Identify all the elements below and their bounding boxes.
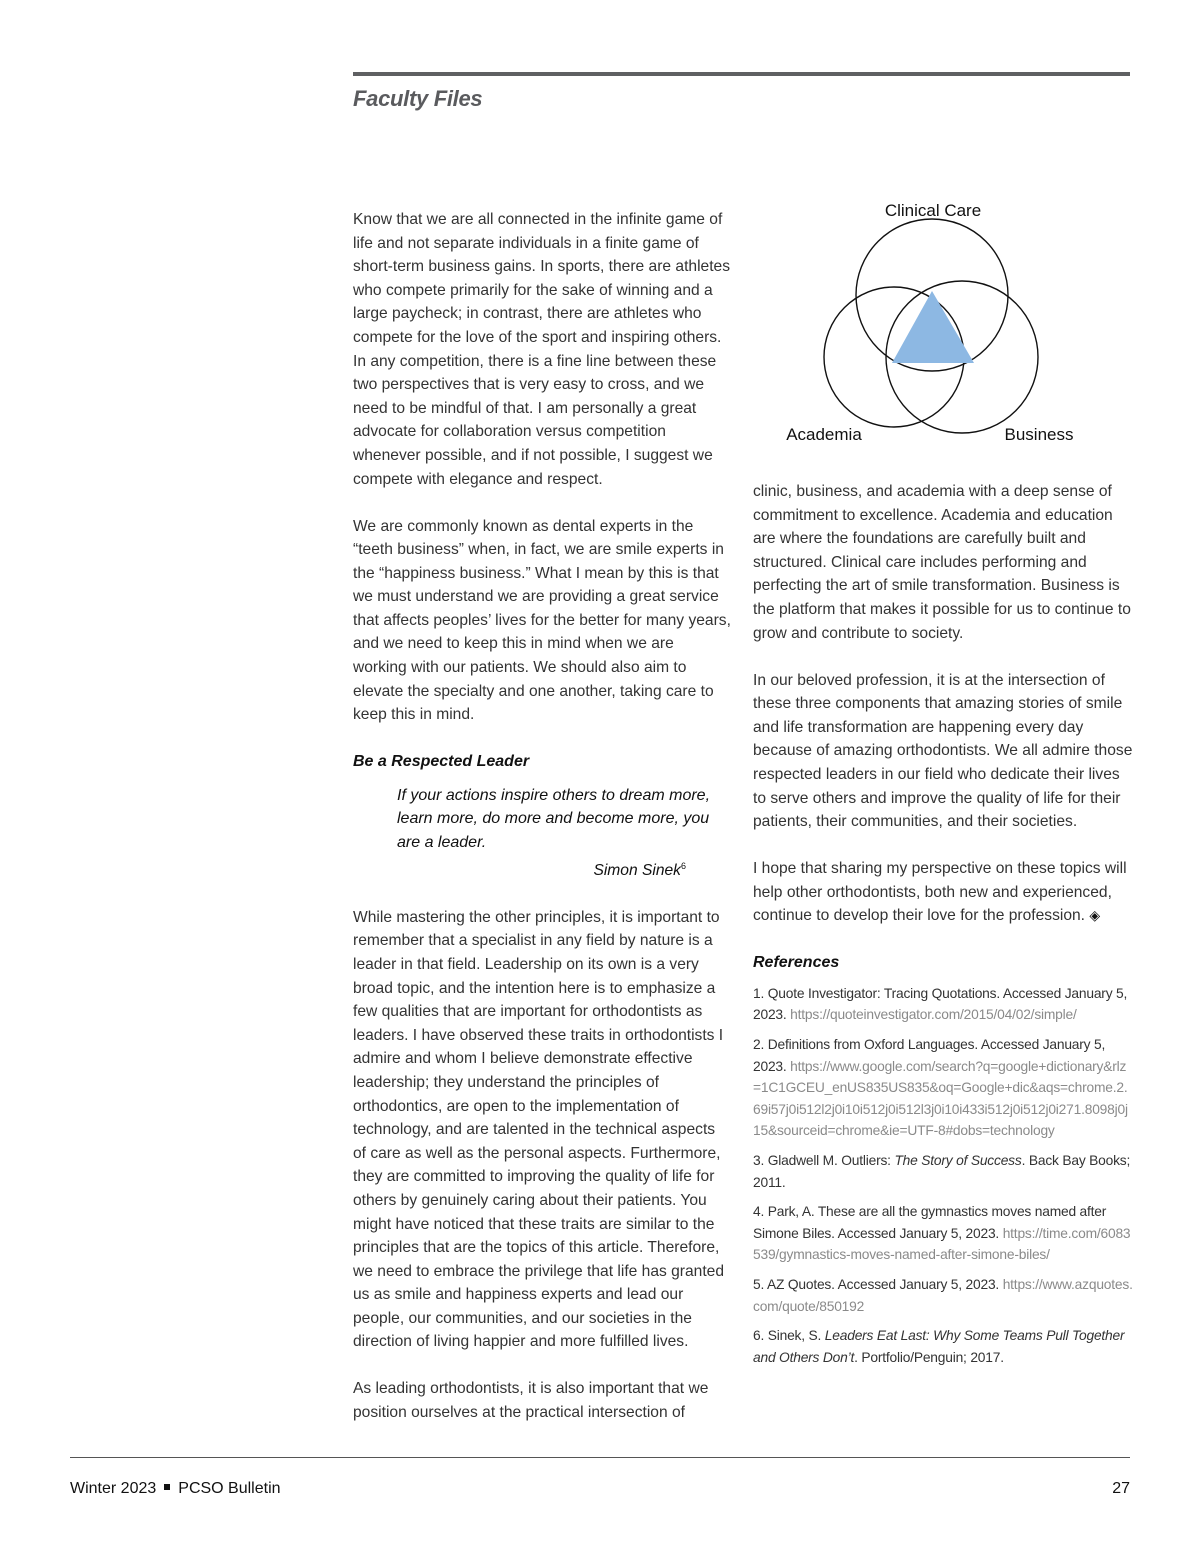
- reference-link[interactable]: https://www.azquotes.com/quote/850192: [753, 1276, 1133, 1314]
- section-title: Faculty Files: [353, 86, 483, 111]
- footer-season: Winter 2023: [70, 1480, 157, 1497]
- reference-item: [753, 983, 1133, 1026]
- reference-text: 3. Gladwell M. Outliers:: [753, 1153, 891, 1169]
- references-heading: References: [753, 954, 840, 972]
- quote-attribution: [353, 855, 731, 883]
- paragraph: As leading orthodontists, it is also important that we position ourselves at the practical intersection of: [353, 1380, 709, 1422]
- paragraph: [753, 857, 1133, 928]
- venn-diagram: [770, 195, 1100, 455]
- academia-label: Academia: [786, 425, 862, 444]
- quote-author: Simon Sinek: [593, 861, 681, 879]
- square-bullet-icon: [164, 1484, 170, 1490]
- paragraph: Know that we are all connected in the infinite game of life and not separate individuals in a finite game of short-term business gains. In sports, there are athletes who compete primarily for the sake of winning and a large paycheck; in contrast, there are athletes who compete for the love of the sport and inspiring others. In any competition, there is a fine line between these two perspectives that is very easy to cross, and we need to be mindful of that. I am personally a great advocate for collaboration versus competition whenever possible, and if not possible, I suggest we compete with elegance and respect.: [353, 211, 731, 488]
- paragraph: clinic, business, and academia with a deep sense of commitment to excellence. Academia and education are where the foundations are carefully built and structured. Clinical care includes performing and perfecting the art of smile transformation. Business is the platform that makes it possible for us to continue to grow and contribute to society.: [753, 483, 1131, 642]
- reference-text: 4. Park, A. These are all the gymnastics moves named after Simone Biles. Accessed January 5, 2023.: [753, 1204, 1107, 1241]
- business-label: Business: [1004, 425, 1074, 444]
- reference-item: [753, 1034, 1133, 1142]
- reference-title: Leaders Eat Last: Why Some Teams Pull Together and Others Don’t: [753, 1328, 1125, 1365]
- reference-link[interactable]: https://time.com/6083539/gymnastics-moves-named-after-simone-biles/: [753, 1225, 1131, 1263]
- left-column: [353, 208, 731, 1448]
- reference-text: 5. AZ Quotes. Accessed January 5, 2023.: [753, 1276, 1000, 1292]
- paragraph: In our beloved profession, it is at the intersection of these three components that amazing stories of smile and life transformation are happening every day because of amazing orthodontists. We all admire those respected leaders in our field who dedicate their lives to serve others and improve the quality of life for their patients, their communities, and their societies.: [753, 671, 1133, 831]
- footer-publication: PCSO Bulletin: [178, 1480, 281, 1497]
- closing-text: I hope that sharing my perspective on these topics will help other orthodontists, both new and experienced, continue to develop their love for the profession.: [753, 860, 1127, 925]
- reference-text: . Back Bay Books; 2011.: [753, 1153, 1131, 1190]
- reference-item: [753, 1325, 1133, 1368]
- right-column: [753, 480, 1133, 1376]
- paragraph: We are commonly known as dental experts in the “teeth business” when, in fact, we are smile experts in the “happiness business.” What I mean by this is that we must understand we are providing a great service that affects peoples’ lives for the better for many years, and we need to keep this in mind when we are working with our patients. We should also aim to elevate the specialty and one another, taking care to keep this in mind.: [353, 517, 731, 724]
- reference-item: [753, 1274, 1133, 1317]
- reference-title: The Story of Success: [894, 1153, 1022, 1169]
- reference-text: . Portfolio/Penguin; 2017.: [854, 1349, 1004, 1365]
- references-list: [753, 983, 1133, 1369]
- page-number: 27: [1112, 1480, 1130, 1497]
- reference-link[interactable]: https://quoteinvestigator.com/2015/04/02/simple/: [790, 1007, 1077, 1023]
- reference-item: [753, 1201, 1133, 1266]
- end-of-article-icon: ◈: [1089, 907, 1101, 924]
- clinical-care-label: Clinical Care: [884, 201, 982, 220]
- footer-rule: [70, 1457, 1130, 1458]
- footer-publication-info: [70, 1480, 281, 1498]
- pull-quote: If your actions inspire others to dream more, learn more, do more and become more, you are a leader.: [397, 786, 711, 852]
- subheading-respected-leader: Be a Respected Leader: [353, 753, 530, 771]
- paragraph: While mastering the other principles, it is important to remember that a specialist in any field by nature is a leader in that field. Leadership on its own is a very broad topic, and the intention here is to emphasize a few qualities that are important for orthodontists as leaders. I have observed these traits in orthodontists I admire and whom I believe demonstrate effective leadership; they understand the principles of orthodontics, are open to the implementation of technology, and are talented in the technical aspects of care as well as the personal aspects. Furthermore, they are committed to improving the quality of life for others by genuinely caring about their patients. You might have noticed that these traits are similar to the principles that are the topics of this article. Therefore, we need to embrace the privilege that life has granted us as smile and happiness experts and lead our people, our communities, and our societies in the direction of living happier and more fulfilled lives.: [353, 908, 725, 1351]
- reference-text: 6. Sinek, S.: [753, 1328, 822, 1344]
- header-rule: [353, 72, 1130, 76]
- reference-link[interactable]: https://www.google.com/search?q=google+dictionary&rlz=1C1GCEU_enUS835US835&oq=Google+dic&aqs=chrome.2.69i57j0i512l2j0i10i512j0i512l3j0i10i433i512j0i512j0i271.8098j0j15&sourceid=chrome&ie=UTF-8#dobs=technology: [753, 1058, 1128, 1139]
- quote-reference-number: 6: [680, 860, 686, 871]
- reference-text: 2. Definitions from Oxford Languages. Accessed January 5, 2023.: [753, 1037, 1106, 1074]
- intersection-triangle: [892, 291, 974, 363]
- reference-text: 1. Quote Investigator: Tracing Quotations. Accessed January 5, 2023.: [753, 985, 1128, 1023]
- reference-item: [753, 1150, 1133, 1193]
